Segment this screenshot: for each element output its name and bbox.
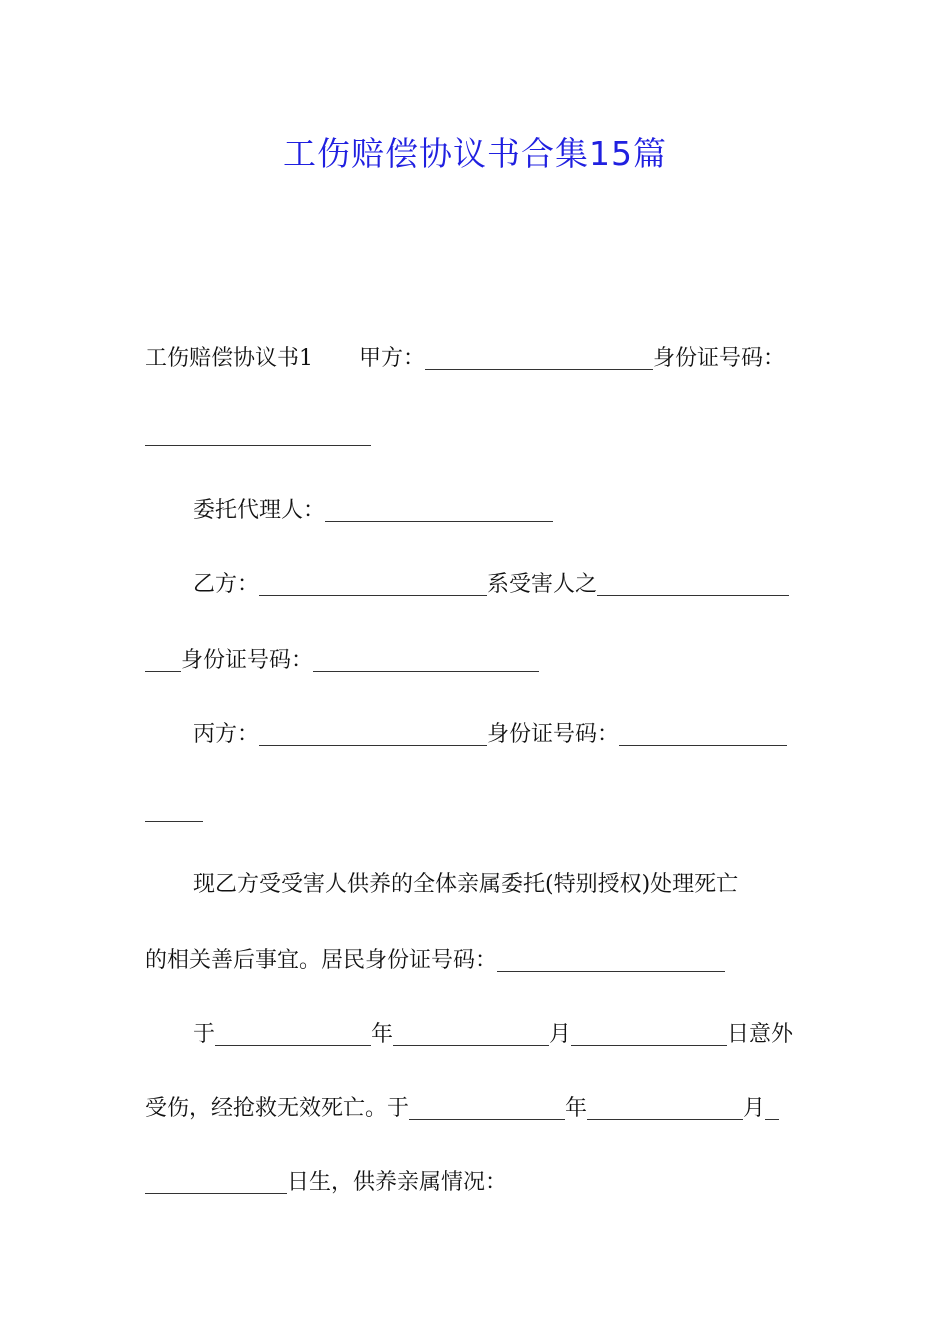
dependents-line xyxy=(145,1168,507,1198)
dependents-label: 日生，供养亲属情况： xyxy=(287,1170,508,1195)
party-a-id-line xyxy=(145,420,371,450)
agent-line xyxy=(193,496,553,526)
party-b-id-blank[interactable] xyxy=(313,651,539,672)
year-label: 年 xyxy=(371,1022,394,1047)
party-a-id-label: 身份证号码： xyxy=(653,346,786,371)
date-prefix: 于 xyxy=(193,1022,216,1047)
death-day-blank-cont[interactable] xyxy=(145,1173,287,1194)
injury-month-blank[interactable] xyxy=(393,1025,549,1046)
injury-day-blank[interactable] xyxy=(571,1025,727,1046)
death-month-blank[interactable] xyxy=(587,1099,743,1120)
party-c-name-blank[interactable] xyxy=(259,725,487,746)
day-accident-label: 日意外 xyxy=(727,1022,794,1047)
party-a-label: 甲方： xyxy=(359,346,426,371)
body-text: 受伤，经抢救无效死亡。于 xyxy=(145,1096,410,1121)
body-paragraph-line-1 xyxy=(193,870,738,900)
date-line-2 xyxy=(145,1094,779,1124)
party-b-label: 乙方： xyxy=(193,572,260,597)
party-b-id-label: 身份证号码： xyxy=(181,648,314,673)
injury-year-blank[interactable] xyxy=(215,1025,371,1046)
party-c-line xyxy=(193,720,787,750)
party-b-name-blank[interactable] xyxy=(259,575,487,596)
party-b-id-line xyxy=(145,646,539,676)
party-c-id-line-cont xyxy=(145,796,203,826)
party-a-id-blank[interactable] xyxy=(145,425,371,446)
party-b-line xyxy=(193,570,789,600)
party-b-relation-label: 系受害人之 xyxy=(487,572,598,597)
party-b-relation-blank[interactable] xyxy=(597,575,789,596)
party-c-id-blank-cont[interactable] xyxy=(145,801,203,822)
body-paragraph-line-2 xyxy=(145,946,725,976)
year-label: 年 xyxy=(565,1096,588,1121)
party-c-id-label: 身份证号码： xyxy=(487,722,620,747)
body-text: 现乙方受受害人供养的全体亲属委托(特别授权)处理死亡 xyxy=(193,872,739,897)
party-a-line xyxy=(145,344,785,374)
date-line-1 xyxy=(193,1020,793,1050)
document-title: 工伤赔偿协议书合集15篇 xyxy=(283,134,667,173)
month-label: 月 xyxy=(549,1022,572,1047)
party-c-id-blank[interactable] xyxy=(619,725,787,746)
party-a-name-blank[interactable] xyxy=(425,349,653,370)
death-year-blank[interactable] xyxy=(409,1099,565,1120)
party-b-relation-blank-cont[interactable] xyxy=(145,651,181,672)
agreement-heading: 工伤赔偿协议书1 xyxy=(145,346,313,371)
party-c-label: 丙方： xyxy=(193,722,260,747)
agent-blank[interactable] xyxy=(325,501,553,522)
deceased-id-blank[interactable] xyxy=(497,951,725,972)
month-label: 月 xyxy=(743,1096,766,1121)
body-text: 的相关善后事宜。居民身份证号码： xyxy=(145,948,498,973)
agent-label: 委托代理人： xyxy=(193,498,326,523)
death-day-blank[interactable] xyxy=(765,1099,779,1120)
